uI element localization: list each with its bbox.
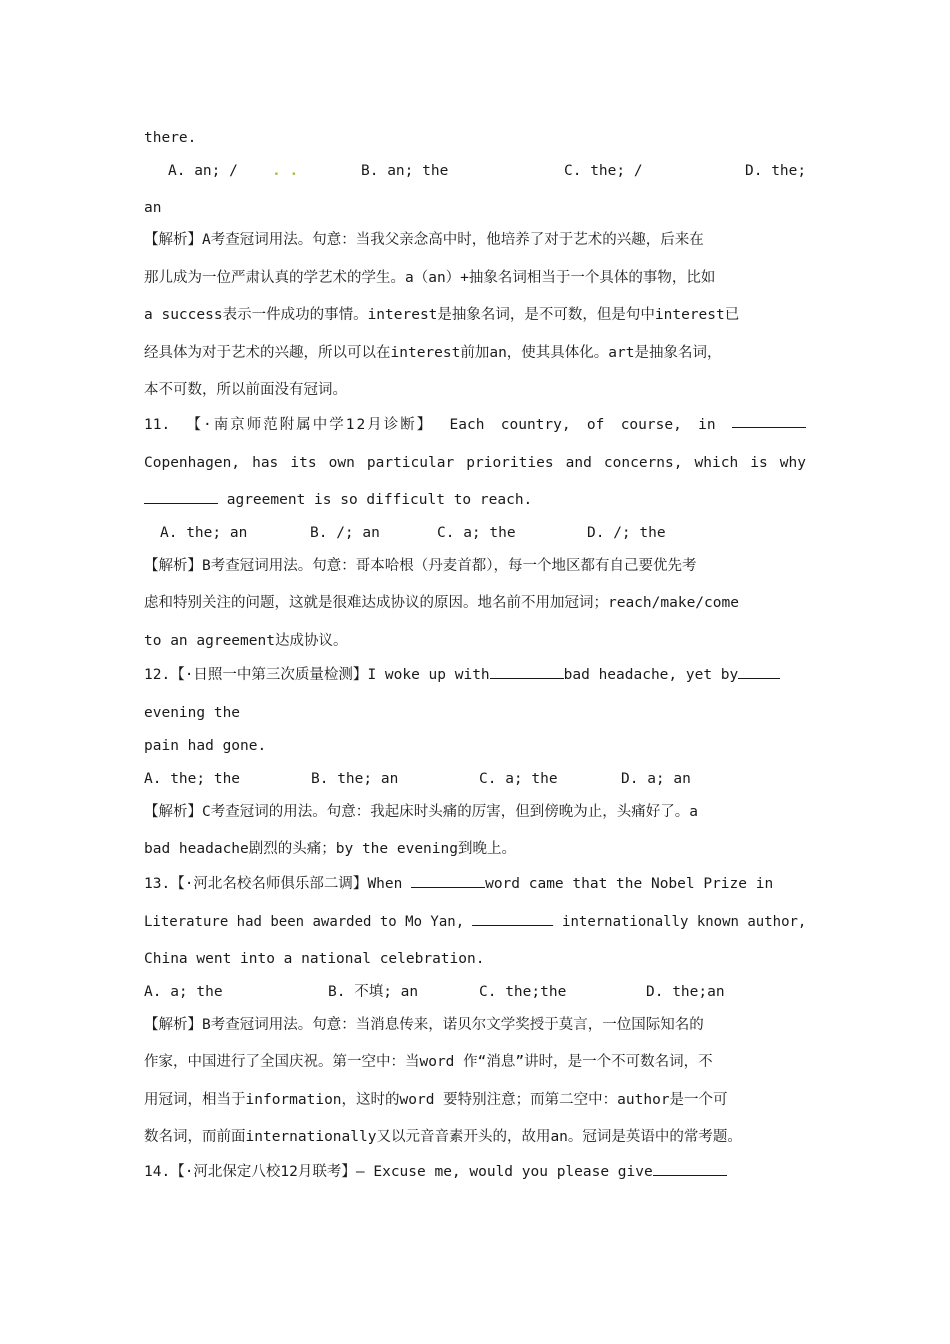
q10-option-d: D. the;	[745, 163, 807, 179]
q11-analysis-line: to an agreement达成协议。	[144, 633, 348, 649]
q12-analysis-line: bad headache剧烈的头痛；by the evening到晚上。	[144, 841, 516, 857]
q11-option-a: A. the; an	[160, 525, 248, 541]
q13-analysis-line: 作家，中国进行了全国庆祝。第一空中：当word 作“消息”讲时，是一个不可数名词，不	[144, 1054, 713, 1070]
q13-analysis-line: 【解析】B考查冠词用法。句意：当消息传来，诺贝尔文学奖授于莫言，一位国际知名的	[144, 1017, 704, 1033]
q10-stem-tail: there.	[144, 130, 197, 146]
q12-blank-2	[738, 664, 780, 679]
q11-word: own	[328, 455, 355, 471]
q11-word: has	[252, 455, 279, 471]
q11-blank-2	[144, 489, 218, 504]
q14-blank-1	[653, 1161, 727, 1176]
q11-word: in	[698, 417, 716, 433]
q11-option-b: B. /; an	[310, 525, 380, 541]
q11-word: Each	[449, 417, 485, 433]
q11-word: is	[750, 455, 768, 471]
q11-word: particular	[366, 455, 455, 471]
q13-analysis-line: 用冠词，相当于information，这时的word 要特别注意；而第二空中：author是一个可	[144, 1092, 728, 1108]
q11-word: and	[565, 455, 592, 471]
q13-option-b: B. 不填; an	[328, 984, 419, 1000]
q11-word: why	[779, 455, 806, 471]
q13-stem-line2	[144, 910, 807, 934]
q11-stem-line3	[144, 488, 806, 512]
q12-source: 【·日照一中第三次质量检测】	[170, 667, 368, 683]
q11-word: Copenhagen,	[144, 455, 241, 471]
q13-stem-line1	[144, 872, 806, 896]
q10-option-a: A. an; /	[168, 163, 238, 179]
q12-option-b: B. the; an	[311, 771, 399, 787]
q11-option-c: C. a; the	[437, 525, 516, 541]
q11-word: which	[694, 455, 739, 471]
q11-word: country,	[500, 417, 571, 433]
q11-analysis-line: 【解析】B考查冠词用法。句意：哥本哈根（丹麦首都），每一个地区都有自己要优先考	[144, 558, 697, 574]
q13-blank-2	[473, 911, 554, 926]
q13-text: word came that the Nobel Prize in	[485, 876, 774, 892]
q13-option-c: C. the;the	[479, 984, 567, 1000]
q11-blank-1	[732, 413, 806, 428]
q14-source: 【·河北保定八校12月联考】	[170, 1164, 356, 1180]
q13-text: Literature had been awarded to Mo Yan,	[144, 914, 465, 930]
q12-stem-line1	[144, 663, 806, 687]
q11-analysis-line: 虑和特别关注的问题，这就是很难达成协议的原因。地名前不用加冠词；reach/make/come	[144, 595, 739, 611]
q12-number: 12.	[144, 667, 171, 683]
q11-word: course,	[620, 417, 682, 433]
q11-stem-line2	[144, 451, 806, 475]
q13-text: When	[367, 876, 403, 892]
q12-text: I woke up with	[367, 667, 490, 683]
q10-analysis-line: 那儿成为一位严肃认真的学艺术的学生。a（an）+抽象名词相当于一个具体的事物，比如	[144, 270, 716, 286]
q13-number: 13.	[144, 876, 171, 892]
q13-option-a: A. a; the	[144, 984, 223, 1000]
q12-analysis-line: 【解析】C考查冠词的用法。句意：我起床时头痛的厉害，但到傍晚为止，头痛好了。a	[144, 804, 698, 820]
q13-stem-line3: China went into a national celebration.	[144, 951, 485, 967]
q13-option-d: D. the;an	[646, 984, 725, 1000]
q10-analysis-line: 经具体为对于艺术的兴趣，所以可以在interest前加an，使其具体化。art是抽象名词，	[144, 345, 722, 361]
q11-word: priorities	[466, 455, 554, 471]
q14-stem-line1	[144, 1160, 806, 1184]
q10-option-b: B. an; the	[361, 163, 449, 179]
q10-analysis-line: 本不可数，所以前面没有冠词。	[144, 382, 347, 398]
q13-text: internationally known author,	[562, 914, 807, 930]
q12-stem-line2: evening the	[144, 705, 241, 721]
q11-word: its	[290, 455, 317, 471]
q13-source: 【·河北名校名师俱乐部二调】	[170, 876, 368, 892]
q12-option-a: A. the; the	[144, 771, 241, 787]
q10-analysis-line: 【解析】A考查冠词用法。句意：当我父亲念高中时，他培养了对于艺术的兴趣，后来在	[144, 232, 704, 248]
q13-analysis-line: 数名词，而前面internationally又以元音音素开头的，故用an。冠词是英语中的常考题。	[144, 1129, 742, 1145]
q11-source: 【·南京师范附属中学12月诊断】	[186, 417, 434, 433]
q11-number: 11.	[144, 417, 171, 433]
q12-text: bad headache, yet by	[563, 667, 739, 683]
q10-option-d-cont: an	[144, 200, 162, 216]
q12-blank-1	[490, 664, 564, 679]
q11-option-d: D. /; the	[587, 525, 666, 541]
q14-text: — Excuse me, would you please give	[355, 1164, 653, 1180]
q14-number: 14.	[144, 1164, 171, 1180]
q11-stem-line1	[144, 413, 806, 437]
q10-analysis-line: a success表示一件成功的事情。interest是抽象名词，是不可数，但是句中interest已	[144, 307, 740, 323]
q13-blank-1	[411, 873, 485, 888]
q12-stem-line3: pain had gone.	[144, 738, 267, 754]
q11-stem-end: agreement is so difficult to reach.	[226, 492, 533, 508]
q10-marks: . .	[272, 163, 299, 179]
q12-option-d: D. a; an	[621, 771, 691, 787]
q11-word: of	[586, 417, 605, 433]
q10-option-c: C. the; /	[564, 163, 643, 179]
q11-word: concerns,	[603, 455, 683, 471]
q12-option-c: C. a; the	[479, 771, 558, 787]
